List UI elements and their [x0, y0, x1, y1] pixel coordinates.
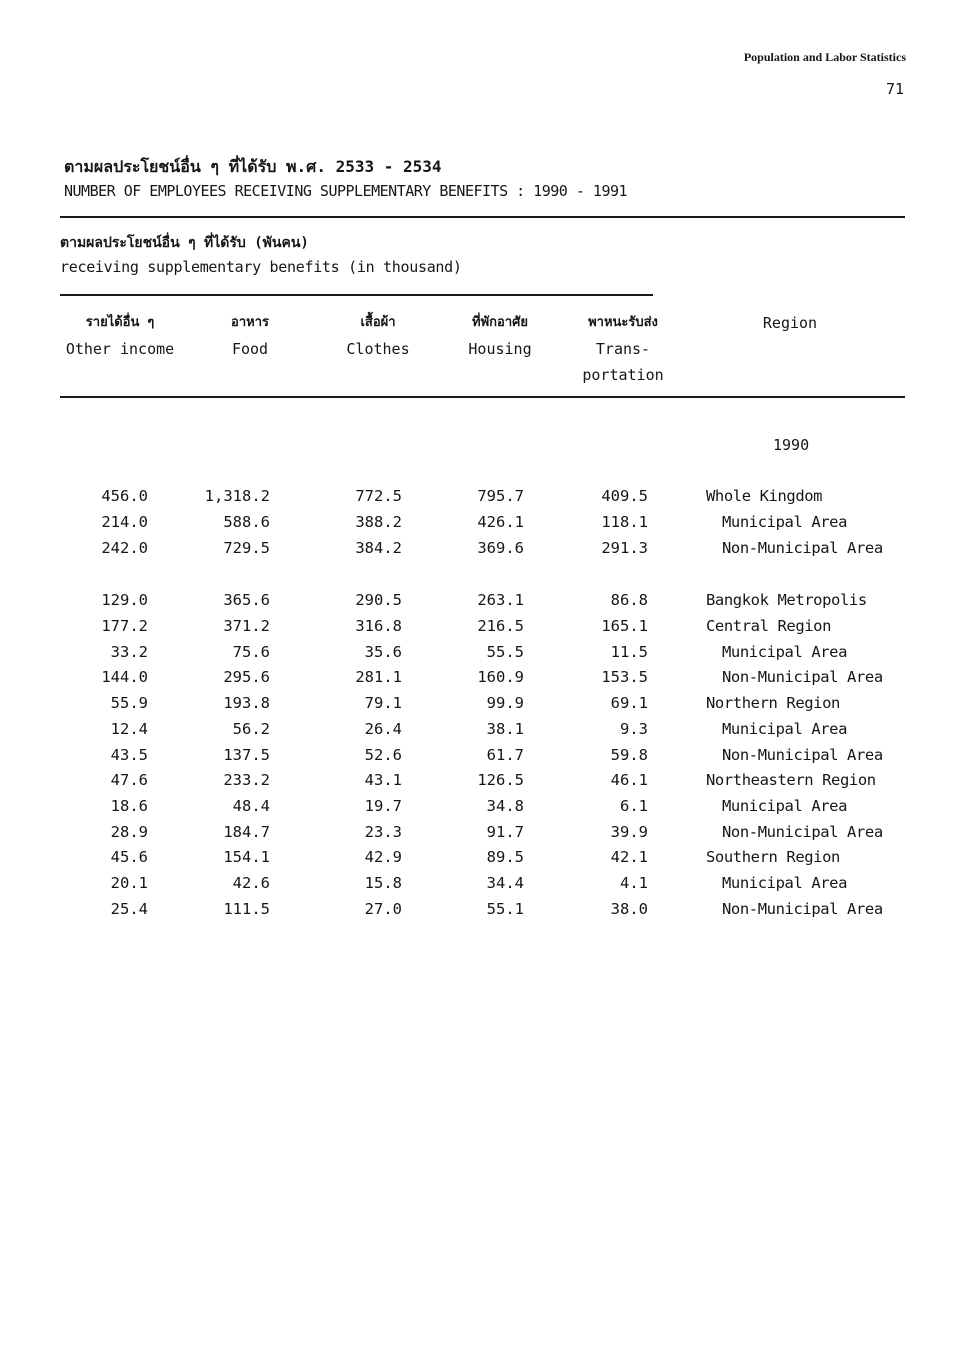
cell-region: Northeastern Region — [706, 771, 876, 789]
cell-transportation: 39.9 — [610, 823, 648, 841]
col-header-thai: พาหนะรับส่ง — [588, 315, 658, 330]
cell-housing: 34.8 — [486, 797, 524, 815]
cell-other-income: 177.2 — [101, 617, 148, 635]
cell-transportation: 46.1 — [610, 771, 648, 789]
cell-clothes: 290.5 — [355, 591, 402, 609]
cell-transportation: 86.8 — [610, 591, 648, 609]
cell-food: 56.2 — [232, 720, 270, 738]
cell-region: Non-Municipal Area — [722, 668, 883, 686]
col-header-thai: รายได้อื่น ๆ — [85, 315, 155, 330]
col-header-clothes — [328, 310, 428, 362]
cell-transportation: 165.1 — [601, 617, 648, 635]
cell-clothes: 43.1 — [364, 771, 402, 789]
cell-food: 48.4 — [232, 797, 270, 815]
running-head: Population and Labor Statistics — [743, 50, 906, 64]
cell-transportation: 291.3 — [601, 539, 648, 557]
cell-transportation: 69.1 — [610, 694, 648, 712]
top-rule — [60, 216, 905, 218]
cell-housing: 160.9 — [477, 668, 524, 686]
cell-region: Municipal Area — [722, 643, 848, 661]
cell-clothes: 384.2 — [355, 539, 402, 557]
col-header-label: Trans- — [595, 340, 651, 358]
cell-other-income: 214.0 — [101, 513, 148, 531]
cell-clothes: 23.3 — [364, 823, 402, 841]
cell-transportation: 59.8 — [610, 746, 648, 764]
cell-transportation: 38.0 — [610, 900, 648, 918]
cell-region: Whole Kingdom — [706, 487, 823, 505]
col-header-label: Food — [231, 340, 269, 358]
cell-region: Non-Municipal Area — [722, 539, 883, 557]
cell-housing: 795.7 — [477, 487, 524, 505]
cell-housing: 216.5 — [477, 617, 524, 635]
cell-housing: 38.1 — [486, 720, 524, 738]
cell-clothes: 42.9 — [364, 848, 402, 866]
col-header-thai: เสื้อผ้า — [360, 315, 396, 330]
header-rule — [60, 396, 905, 398]
cell-other-income: 45.6 — [110, 848, 148, 866]
table-title: NUMBER OF EMPLOYEES RECEIVING SUPPLEMENTARY BENEFITS : 1990 - 1991 — [64, 182, 628, 200]
cell-other-income: 18.6 — [110, 797, 148, 815]
cell-food: 729.5 — [223, 539, 270, 557]
col-header-label: Clothes — [346, 340, 410, 358]
cell-region: Southern Region — [706, 848, 840, 866]
cell-food: 111.5 — [223, 900, 270, 918]
page-number: 71 — [885, 80, 904, 98]
cell-transportation: 42.1 — [610, 848, 648, 866]
cell-region: Municipal Area — [722, 797, 848, 815]
cell-housing: 126.5 — [477, 771, 524, 789]
cell-clothes: 15.8 — [364, 874, 402, 892]
col-header-food — [200, 310, 300, 362]
cell-region: Central Region — [706, 617, 832, 635]
year-label: 1990 — [773, 436, 810, 454]
cell-clothes: 27.0 — [364, 900, 402, 918]
cell-transportation: 153.5 — [601, 668, 648, 686]
cell-food: 233.2 — [223, 771, 270, 789]
cell-region: Non-Municipal Area — [722, 746, 883, 764]
cell-region: Bangkok Metropolis — [706, 591, 867, 609]
cell-other-income: 55.9 — [110, 694, 148, 712]
cell-transportation: 4.1 — [620, 874, 648, 892]
cell-transportation: 9.3 — [620, 720, 648, 738]
cell-food: 154.1 — [223, 848, 270, 866]
cell-region: Northern Region — [706, 694, 840, 712]
cell-food: 295.6 — [223, 668, 270, 686]
cell-other-income: 242.0 — [101, 539, 148, 557]
col-header-thai: อาหาร — [231, 315, 269, 330]
cell-food: 42.6 — [232, 874, 270, 892]
cell-clothes: 388.2 — [355, 513, 402, 531]
cell-clothes: 316.8 — [355, 617, 402, 635]
cell-transportation: 11.5 — [610, 643, 648, 661]
col-header-thai: ที่พักอาศัย — [472, 315, 528, 330]
cell-region: Municipal Area — [722, 720, 848, 738]
cell-housing: 99.9 — [486, 694, 524, 712]
cell-other-income: 12.4 — [110, 720, 148, 738]
spanner-rule — [60, 294, 653, 296]
cell-other-income: 33.2 — [110, 643, 148, 661]
cell-food: 588.6 — [223, 513, 270, 531]
cell-region: Municipal Area — [722, 874, 848, 892]
cell-transportation: 118.1 — [601, 513, 648, 531]
cell-food: 371.2 — [223, 617, 270, 635]
cell-food: 184.7 — [223, 823, 270, 841]
cell-housing: 89.5 — [486, 848, 524, 866]
cell-other-income: 20.1 — [110, 874, 148, 892]
cell-housing: 34.4 — [486, 874, 524, 892]
cell-clothes: 79.1 — [364, 694, 402, 712]
cell-housing: 426.1 — [477, 513, 524, 531]
col-header-label: Region — [762, 314, 818, 332]
spanner-heading-thai: ตามผลประโยชน์อื่น ๆ ที่ได้รับ (พันคน) — [60, 235, 309, 251]
col-header-other-income — [55, 310, 185, 362]
cell-other-income: 43.5 — [110, 746, 148, 764]
cell-other-income: 28.9 — [110, 823, 148, 841]
cell-food: 365.6 — [223, 591, 270, 609]
col-header-housing — [450, 310, 550, 362]
cell-clothes: 772.5 — [355, 487, 402, 505]
cell-clothes: 52.6 — [364, 746, 402, 764]
cell-region: Municipal Area — [722, 513, 848, 531]
cell-other-income: 144.0 — [101, 668, 148, 686]
cell-food: 193.8 — [223, 694, 270, 712]
cell-housing: 369.6 — [477, 539, 524, 557]
cell-food: 137.5 — [223, 746, 270, 764]
cell-clothes: 19.7 — [364, 797, 402, 815]
cell-other-income: 25.4 — [110, 900, 148, 918]
cell-other-income: 456.0 — [101, 487, 148, 505]
table-title-thai: ตามผลประโยชน์อื่น ๆ ที่ได้รับ พ.ศ. 2533 - 2534 — [64, 157, 442, 176]
cell-region: Non-Municipal Area — [722, 823, 883, 841]
col-header-transportation — [568, 310, 678, 388]
cell-clothes: 26.4 — [364, 720, 402, 738]
cell-clothes: 281.1 — [355, 668, 402, 686]
cell-housing: 91.7 — [486, 823, 524, 841]
cell-clothes: 35.6 — [364, 643, 402, 661]
cell-food: 1,318.2 — [204, 487, 270, 505]
cell-region: Non-Municipal Area — [722, 900, 883, 918]
cell-food: 75.6 — [232, 643, 270, 661]
col-header-label: Other income — [65, 340, 175, 358]
cell-housing: 55.5 — [486, 643, 524, 661]
spanner-heading: receiving supplementary benefits (in thousand) — [60, 258, 462, 276]
cell-housing: 61.7 — [486, 746, 524, 764]
cell-housing: 55.1 — [486, 900, 524, 918]
cell-transportation: 409.5 — [601, 487, 648, 505]
cell-transportation: 6.1 — [620, 797, 648, 815]
cell-other-income: 47.6 — [110, 771, 148, 789]
cell-other-income: 129.0 — [101, 591, 148, 609]
col-header-region — [740, 310, 840, 336]
col-header-label: Housing — [468, 340, 532, 358]
cell-housing: 263.1 — [477, 591, 524, 609]
col-header-label-line2: portation — [582, 366, 664, 384]
